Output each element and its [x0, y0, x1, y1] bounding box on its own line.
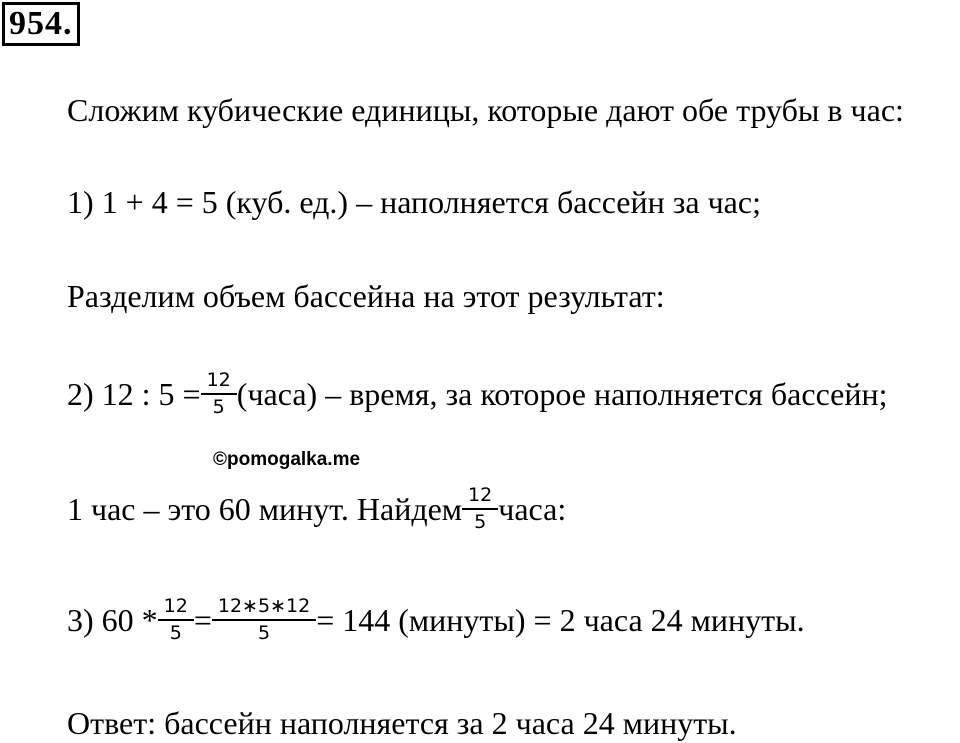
fraction-numerator: 12 [163, 595, 188, 617]
text-line-1: Сложим кубические единицы, которые дают обе трубы в час: [67, 92, 904, 128]
task-number: 954. [2, 2, 80, 46]
fraction-denominator: 5 [212, 619, 316, 644]
fraction [465, 485, 495, 533]
step-1: 1) 1 + 4 = 5 (куб. ед.) – наполняется бассейн за час; [67, 184, 761, 220]
fraction [215, 596, 313, 644]
fraction [204, 370, 234, 418]
fraction-numerator: 12 [206, 369, 231, 391]
fraction-denominator: 5 [201, 393, 237, 418]
fraction-numerator: 12∗5∗12 [217, 595, 311, 617]
step-3 [67, 596, 805, 644]
text-line-3: Разделим объем бассейна на этот результат: [67, 278, 665, 314]
fraction-numerator: 12 [468, 484, 493, 506]
line-5-prefix: 1 час – это 60 минут. Найдем [67, 491, 463, 527]
fraction [161, 596, 191, 644]
step-2-suffix: (часа) – время, за которое наполняется бассейн; [236, 376, 888, 412]
answer-line: Ответ: бассейн наполняется за 2 часа 24 минуты. [67, 705, 737, 741]
fraction-denominator: 5 [158, 619, 194, 644]
step-3-prefix: 3) 60 * [67, 602, 158, 638]
watermark: ©pomogalka.me [213, 449, 361, 470]
step-2 [67, 370, 888, 418]
text-line-5 [67, 485, 566, 533]
step-2-prefix: 2) 12 : 5 = [67, 376, 201, 412]
step-3-suffix: = 144 (минуты) = 2 часа 24 минуты. [316, 602, 805, 638]
fraction-denominator: 5 [462, 508, 498, 533]
equals-sign: = [193, 602, 212, 638]
line-5-suffix: часа: [498, 491, 567, 527]
